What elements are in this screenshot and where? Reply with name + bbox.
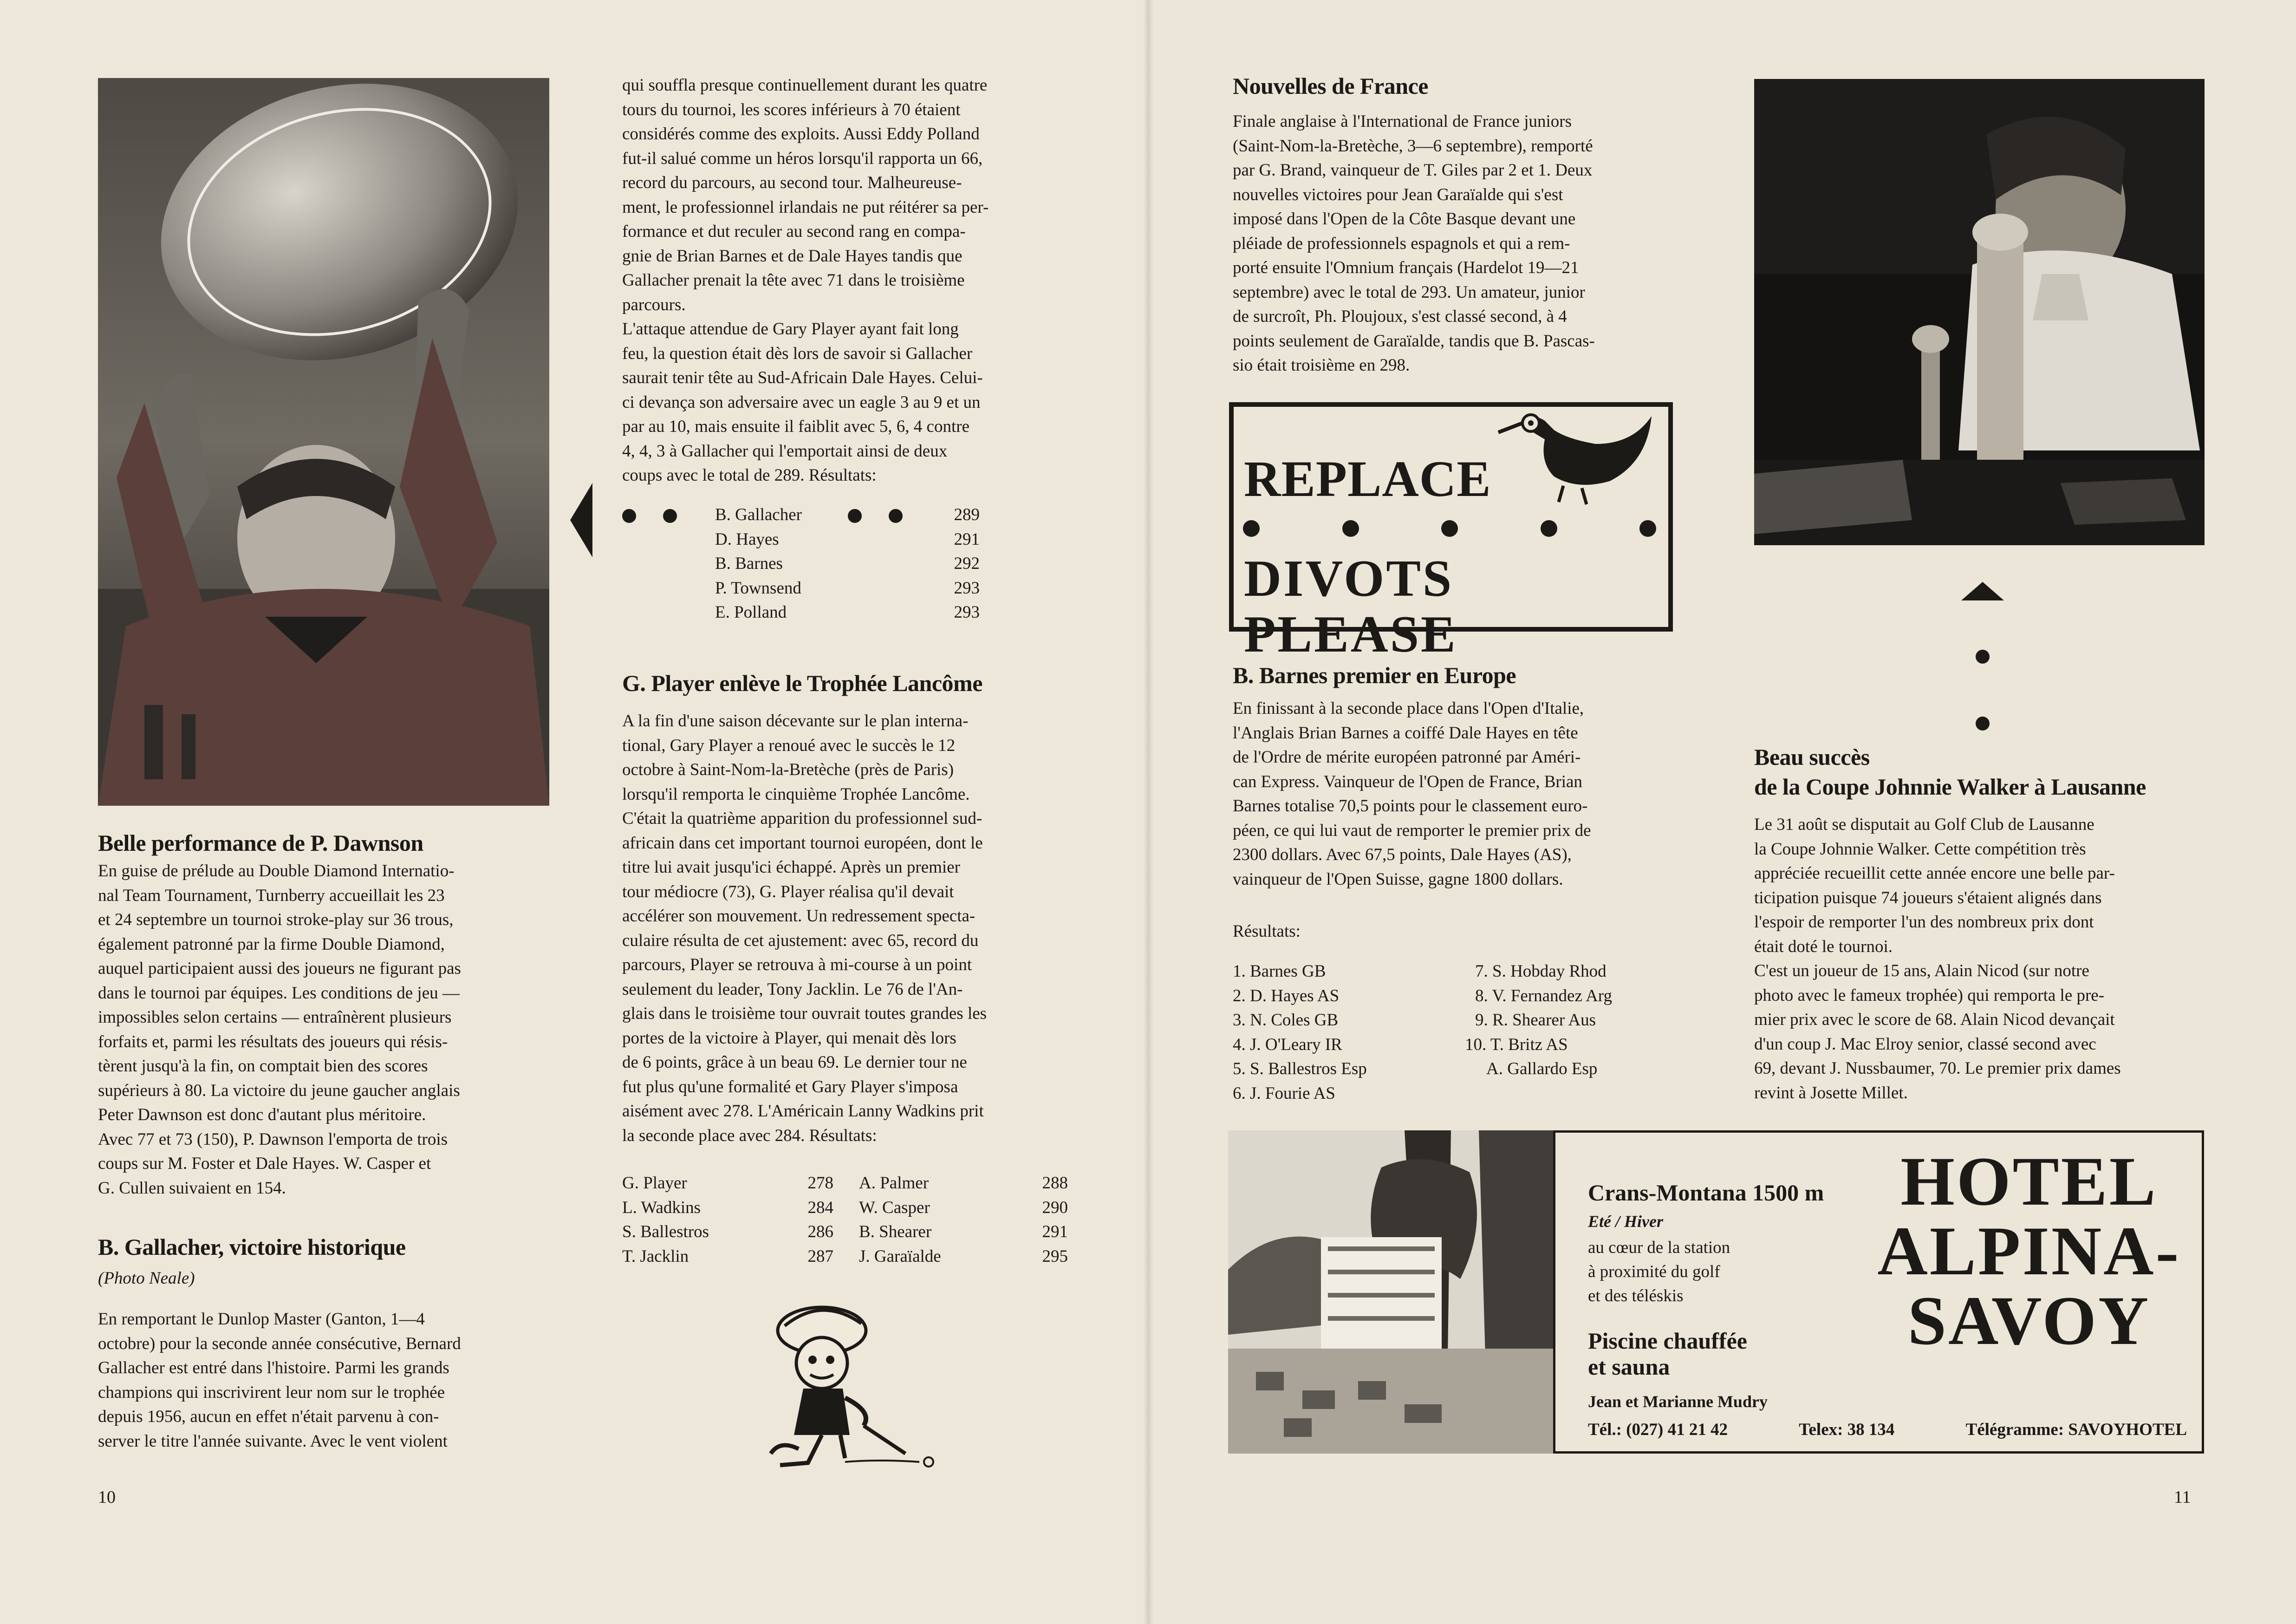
dawnson-article [98, 859, 549, 1200]
text-line: octobre à Saint-Nom-la-Bretèche (près de Paris) [622, 760, 954, 779]
player-name: L. Wadkins [622, 1198, 701, 1217]
bird-illustration [1494, 398, 1670, 509]
player-name: B. Shearer [859, 1222, 932, 1241]
result-row [859, 1196, 1068, 1220]
text-line: et des téléskis [1588, 1286, 1684, 1305]
text-line: C'est un joueur de 15 ans, Alain Nicod (sur notre [1754, 961, 2089, 980]
gallacher-photo [98, 78, 549, 806]
text-line: supérieurs à 80. La victoire du jeune gaucher anglais [98, 1081, 460, 1100]
text-line: imposé dans l'Open de la Côte Basque devant une [1233, 209, 1576, 228]
text-line: Finale anglaise à l'International de France juniors [1233, 112, 1572, 131]
lausanne-heading-line2: de la Coupe Johnnie Walker à Lausanne [1754, 774, 2146, 800]
text-line: septembre) avec le total de 293. Un amateur, junior [1233, 282, 1585, 302]
barnes-results-col1 [1233, 959, 1465, 1106]
bird-icon [1494, 398, 1670, 509]
text-line: server le titre l'année suivante. Avec le vent violent [98, 1431, 448, 1451]
result-row: A. Gallardo Esp [1486, 1059, 1598, 1078]
text-line: Avec 77 et 73 (150), P. Dawnson l'emporta de trois [98, 1129, 448, 1149]
result-row [622, 1171, 833, 1196]
france-article [1233, 110, 1674, 378]
text-line: revint à Josette Millet. [1754, 1083, 1908, 1102]
player-score: 293 [954, 603, 980, 622]
text-line: au cœur de la station [1588, 1238, 1730, 1257]
text-line: de 6 points, grâce à un beau 69. Le dernier tour ne [622, 1053, 967, 1072]
text-line: la Coupe Johnnie Walker. Cette compétition très [1754, 839, 2086, 859]
result-row: 6. J. Fourie AS [1233, 1083, 1336, 1103]
gallacher-article-start [98, 1307, 549, 1454]
text-line: nal Team Tournament, Turnberry accueillait les 23 [98, 886, 445, 905]
text-line: africain dans cet important tournoi européen, dont le [622, 833, 983, 853]
player-name: G. Player [622, 1174, 687, 1193]
player-name: D. Hayes [715, 529, 779, 549]
text-line: la seconde place avec 284. Résultats: [622, 1126, 877, 1145]
text-line: tour médiocre (73), G. Player réalisa qu'il devait [622, 882, 954, 901]
bullet-dot [1441, 520, 1458, 537]
result-row: 10. T. Britz AS [1465, 1035, 1568, 1054]
pool-line: Piscine chauffée [1588, 1328, 1747, 1354]
result-row [715, 552, 980, 576]
bullet-dot [1976, 650, 1990, 664]
result-row: 1. Barnes GB [1233, 962, 1326, 981]
hotel-name-line2: ALPINA- [1877, 1213, 2181, 1290]
text-line: parcours, Player se retrouva à mi-course à un point [622, 955, 972, 974]
barnes-article [1233, 697, 1674, 892]
player-score: 293 [954, 578, 980, 598]
trophy-player-photo-illustration [98, 78, 549, 806]
player-score: 295 [1042, 1246, 1068, 1266]
text-line: également patronné par la firme Double Diamond, [98, 934, 445, 954]
text-line: mier prix avec le score de 68. Alain Nicod devançait [1754, 1010, 2115, 1029]
result-row: 9. R. Shearer Aus [1475, 1011, 1596, 1030]
barnes-heading: B. Barnes premier en Europe [1233, 662, 1516, 688]
hotel-location: Crans-Montana 1500 m [1588, 1180, 1824, 1206]
player-score: 291 [1042, 1222, 1068, 1241]
text-line: tional, Gary Player a renoué avec le succès le 12 [622, 736, 956, 755]
player-name: E. Polland [715, 603, 787, 622]
result-row [622, 1196, 833, 1220]
player-results-col2 [859, 1171, 1068, 1269]
text-line: considérés comme des exploits. Aussi Eddy Polland [622, 124, 980, 143]
result-row [715, 503, 980, 528]
bullet-dot [1541, 520, 1557, 537]
hotel-name-line3: SAVOY [1907, 1282, 2151, 1359]
text-line: aisément avec 278. L'Américain Lanny Wadkins prit [622, 1102, 984, 1121]
text-line: sio était troisième en 298. [1233, 356, 1410, 375]
text-line: glais dans le troisième tour ouvrait toutes grandes les [622, 1004, 987, 1023]
text-line: photo avec le fameux trophée) qui remporta le pre- [1754, 985, 2105, 1005]
bullet-dot [622, 509, 636, 523]
player-score: 284 [807, 1198, 833, 1217]
text-line: points seulement de Garaïalde, tandis que B. Pascas- [1233, 331, 1595, 351]
hotel-ad-box [1553, 1130, 2204, 1454]
gallacher-article-continued [622, 73, 1068, 488]
text-line: portes de la victoire à Player, qui menait dès lors [622, 1028, 956, 1048]
text-line: fut plus qu'une formalité et Gary Player s'imposa [622, 1077, 958, 1096]
text-line: fut-il salué comme un héros lorsqu'il rapporta un 66, [622, 149, 983, 168]
result-row [622, 1220, 833, 1245]
lausanne-article [1754, 813, 2200, 1105]
hotel-telex: Telex: 38 134 [1799, 1420, 1895, 1439]
text-line: tèrent jusqu'à la fin, on comptait bien des scores [98, 1057, 428, 1076]
text-line: En guise de prélude au Double Diamond Internatio- [98, 861, 455, 880]
player-name: S. Ballestros [622, 1222, 709, 1241]
hotel-photo [1228, 1130, 1553, 1454]
player-name: T. Jacklin [622, 1246, 689, 1266]
bullet-dot [663, 509, 677, 523]
player-name: P. Townsend [715, 578, 801, 598]
right-page [1148, 0, 2296, 1624]
player-score: 286 [807, 1222, 833, 1241]
text-line: G. Cullen suivaient en 154. [98, 1178, 286, 1198]
text-line: En finissant à la seconde place dans l'Open d'Italie, [1233, 699, 1584, 718]
replace-sign-line2: DIVOTS PLEASE [1244, 550, 1457, 663]
text-line: formance et dut reculer au second rang en compa- [622, 222, 966, 241]
player-article [622, 709, 1068, 1148]
text-line: octobre) pour la seconde année consécutive, Bernard [98, 1334, 461, 1353]
player-heading: G. Player enlève le Trophée Lancôme [622, 670, 982, 696]
hotel-season: Eté / Hiver [1588, 1212, 1663, 1231]
page-number-right: 11 [2174, 1487, 2191, 1507]
result-row: 5. S. Ballestros Esp [1233, 1059, 1367, 1078]
text-line: péen, ce qui lui vaut de remporter le premier prix de [1233, 821, 1591, 840]
text-line: par G. Brand, vainqueur de T. Giles par 2 et 1. Deux [1233, 161, 1593, 180]
lausanne-heading-line1: Beau succès [1754, 744, 1870, 770]
hotel-name-line1: HOTEL [1900, 1143, 2158, 1220]
text-line: coups avec le total de 289. Résultats: [622, 466, 877, 485]
text-line: 2300 dollars. Avec 67,5 points, Dale Hayes (AS), [1233, 845, 1572, 864]
text-line: A la fin d'une saison décevante sur le plan interna- [622, 711, 969, 730]
barnes-results-col2 [1465, 959, 1674, 1082]
player-results-col1 [622, 1171, 833, 1269]
result-row [859, 1220, 1068, 1245]
text-line: saurait tenir tête au Sud-Africain Dale Hayes. Celui- [622, 368, 983, 387]
sauna-line: et sauna [1588, 1354, 1670, 1380]
text-line: Barnes totalise 70,5 points pour le classement euro- [1233, 796, 1588, 815]
hotel-pool [1588, 1328, 1747, 1380]
text-line: d'un coup J. Mac Elroy senior, classé second avec [1754, 1034, 2096, 1054]
gallacher-heading: B. Gallacher, victoire historique [98, 1234, 406, 1260]
france-heading: Nouvelles de France [1233, 73, 1428, 99]
player-score: 291 [954, 529, 980, 549]
text-line: l'espoir de remporter l'un des nombreux prix dont [1754, 913, 2094, 932]
result-row: 3. N. Coles GB [1233, 1011, 1339, 1030]
text-line: l'Anglais Brian Barnes a coiffé Dale Hayes en tête [1233, 723, 1578, 743]
hotel-name [1862, 1143, 2196, 1359]
text-line: En remportant le Dunlop Master (Ganton, 1—4 [98, 1310, 425, 1329]
text-line: record du parcours, au second tour. Malheureuse- [622, 173, 962, 192]
text-line: ci devança son adversaire avec un eagle 3 au 9 et un [622, 392, 981, 412]
text-line: forfaits et, parmi les résultats des joueurs qui résis- [98, 1032, 448, 1051]
text-line: Gallacher prenait la tête avec 71 dans le troisième [622, 271, 965, 290]
player-score: 288 [1042, 1174, 1068, 1193]
hotel-phone: Tél.: (027) 41 21 42 [1588, 1420, 1728, 1439]
cartoon-golfer-icon [752, 1286, 952, 1472]
text-line: seulement du leader, Tony Jacklin. Le 76 de l'An- [622, 979, 963, 999]
text-line: et 24 septembre un tournoi stroke-play sur 36 trous, [98, 910, 454, 929]
text-line: par au 10, mais ensuite il faiblit avec 5, 6, 4 contre [622, 417, 969, 436]
text-line: (Saint-Nom-la-Bretèche, 3—6 septembre), remporté [1233, 136, 1593, 156]
photo-credit: (Photo Neale) [98, 1269, 195, 1288]
text-line: tours du tournoi, les scores inférieurs à 70 étaient [622, 100, 961, 119]
bullet-dot [1243, 520, 1260, 537]
hotel-description [1588, 1236, 1730, 1308]
text-line: champions qui inscrivirent leur nom sur le trophée [98, 1383, 445, 1402]
replace-sign-line1: REPLACE [1244, 450, 1491, 507]
result-row [859, 1171, 1068, 1196]
result-row: 7. S. Hobday Rhod [1475, 962, 1607, 981]
bullet-dots-left [622, 509, 677, 525]
player-score: 289 [954, 505, 980, 524]
result-row [715, 600, 980, 625]
hotel-telegram: Télégramme: SAVOYHOTEL [1965, 1420, 2187, 1439]
player-name: B. Gallacher [715, 505, 802, 524]
text-line: feu, la question était dès lors de savoir si Gallacher [622, 344, 973, 363]
up-arrow-ornament [1961, 582, 2004, 600]
text-line: qui souffla presque continuellement durant les quatre [622, 76, 988, 95]
text-line: Gallacher est entré dans l'histoire. Parmi les grands [98, 1358, 449, 1377]
text-line: de l'Ordre de mérite européen patronné par Améri- [1233, 748, 1581, 767]
text-line: gnie de Brian Barnes et de Dale Hayes tandis que [622, 246, 963, 266]
text-line: était doté le tournoi. [1754, 937, 1893, 956]
result-row [715, 528, 980, 552]
sign-dots [1243, 520, 1656, 537]
bullet-dot [1342, 520, 1359, 537]
text-line: depuis 1956, aucun en effet n'était parvenu à con- [98, 1407, 439, 1426]
player-score: 287 [807, 1246, 833, 1266]
text-line: accélérer son mouvement. Un redressement specta- [622, 907, 976, 926]
text-line: impossibles selon certains — entraînèrent plusieurs [98, 1008, 452, 1027]
dawnson-heading: Belle performance de P. Dawnson [98, 830, 423, 856]
text-line: de surcroît, Ph. Ploujoux, s'est classé second, à 4 [1233, 307, 1567, 326]
text-line: à proximité du golf [1588, 1262, 1720, 1281]
player-name: A. Palmer [859, 1174, 929, 1193]
text-line: appréciée recueillit cette année encore une belle par- [1754, 864, 2115, 883]
result-row [859, 1245, 1068, 1269]
text-line: auquel participaient aussi des joueurs ne figurant pas [98, 959, 461, 978]
text-line: ticipation puisque 74 joueurs s'étaient alignés dans [1754, 888, 2102, 907]
player-name: B. Barnes [715, 554, 783, 573]
hotel-owners: Jean et Marianne Mudry [1588, 1392, 1768, 1411]
text-line: lorsqu'il remporta le cinquième Trophée Lancôme. [622, 784, 970, 804]
text-line: C'était la quatrième apparition du professionnel sud- [622, 809, 982, 828]
hotel-contact [1588, 1420, 2187, 1440]
player-score: 278 [807, 1174, 833, 1193]
text-line: 4, 4, 3 à Gallacher qui l'emportait ainsi de deux [622, 441, 948, 461]
left-arrow-ornament [570, 483, 592, 557]
text-line: nouvelles victoires pour Jean Garaïalde qui s'est [1233, 185, 1563, 204]
barnes-results-label: Résultats: [1233, 922, 1301, 941]
cartoon-golfer-illustration [752, 1286, 952, 1472]
page-number-left: 10 [98, 1487, 116, 1507]
bullet-dot [1639, 520, 1656, 537]
hotel-building-photo-illustration [1228, 1130, 1553, 1454]
gallacher-results [715, 503, 980, 625]
player-name: W. Casper [859, 1198, 930, 1217]
result-row [622, 1245, 833, 1269]
text-line: culaire résulta de cet ajustement: avec 65, record du [622, 931, 979, 950]
player-score: 292 [954, 554, 980, 573]
text-line: Le 31 août se disputait au Golf Club de Lausanne [1754, 815, 2094, 834]
text-line: can Express. Vainqueur de l'Open de France, Brian [1233, 772, 1582, 791]
text-line: vainqueur de l'Open Suisse, gagne 1800 dollars. [1233, 869, 1563, 889]
text-line: titre lui avait jusqu'ici échappé. Après un premier [622, 858, 960, 877]
text-line: 69, devant J. Nussbaumer, 70. Le premier prix dames [1754, 1059, 2121, 1078]
result-row: 8. V. Fernandez Arg [1475, 986, 1612, 1005]
player-score: 290 [1042, 1198, 1068, 1217]
result-row: 2. D. Hayes AS [1233, 986, 1340, 1005]
player-name: J. Garaïalde [859, 1246, 941, 1266]
text-line: dans le tournoi par équipes. Les conditions de jeu — [98, 983, 460, 1003]
result-row: 4. J. O'Leary IR [1233, 1035, 1342, 1054]
text-line: Peter Dawnson est donc d'autant plus méritoire. [98, 1105, 426, 1124]
bullet-dot [1976, 717, 1990, 730]
text-line: parcours. [622, 295, 686, 314]
text-line: L'attaque attendue de Gary Player ayant fait long [622, 320, 959, 339]
text-line: porté ensuite l'Omnium français (Hardelot 19—21 [1233, 258, 1579, 277]
text-line: pléiade de professionnels espagnols et qui a rem- [1233, 234, 1570, 253]
page-gutter [1143, 0, 1153, 1624]
text-line: ment, le professionnel irlandais ne put réitérer sa per- [622, 197, 989, 217]
replace-divots-sign [1229, 402, 1673, 663]
nicod-photo [1754, 79, 2205, 545]
junior-with-trophy-photo-illustration [1754, 79, 2205, 545]
text-line: coups sur M. Foster et Dale Hayes. W. Casper et [98, 1154, 431, 1173]
result-row [715, 576, 980, 601]
